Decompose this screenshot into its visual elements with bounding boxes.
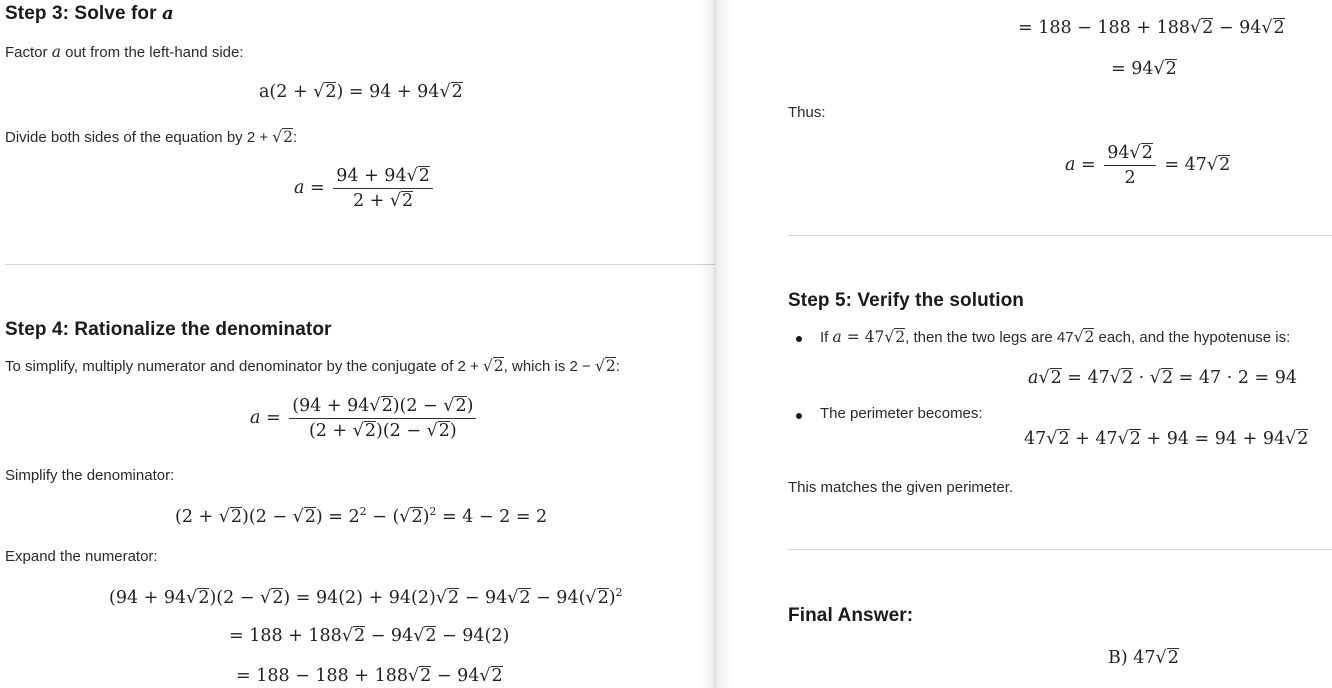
numerator-expansion-continued-1: = 188 − 188 + 188√2 − 94√2 bbox=[1018, 18, 1285, 38]
step3-heading: Step 3: Solve for a bbox=[5, 3, 174, 24]
expand-numerator-label: Expand the numerator: bbox=[5, 548, 158, 565]
solution-equation: a = $\frac{94√2}{2}$ = 47√2 bbox=[1065, 143, 1231, 188]
section-divider bbox=[788, 549, 1332, 550]
numerator-expansion-line-1: $(94 + 94√2)(2 - √2) = 94(2) + 94(2)√2 - 94√2 - 94(√2)^2$ bbox=[109, 586, 623, 608]
fraction: $\frac{94√2}{2}$ bbox=[1104, 143, 1156, 188]
step5-bullet-perimeter: The perimeter becomes: bbox=[820, 405, 983, 422]
right-page bbox=[715, 0, 1332, 688]
final-answer-heading: Final Answer: bbox=[788, 605, 914, 626]
step3-paragraph-factor: Factor a out from the left-hand side: bbox=[5, 43, 244, 61]
step5-bullet-legs: If a = 47√2, then the two legs are 47√2 each, and the hypotenuse is: bbox=[820, 328, 1291, 346]
perimeter-equation: 47√2 + 47√2 + 94 = 94 + 94√2 bbox=[1024, 429, 1309, 449]
bullet-point bbox=[796, 336, 802, 342]
numerator-expansion-line-3: = 188 − 188 + 188√2 − 94√2 bbox=[236, 666, 503, 686]
fraction: $\frac{(94 + 94√2)(2 - √2)}{(2 + √2)(2 - √2)}$ bbox=[289, 396, 476, 441]
step4-heading: Step 4: Rationalize the denominator bbox=[5, 319, 332, 340]
numerator-expansion-continued-2: = 94√2 bbox=[1111, 59, 1177, 79]
step3-equation-fraction: a = $\frac{94 + 94√2}{2 + √2}$ bbox=[294, 166, 436, 211]
simplify-denominator-label: Simplify the denominator: bbox=[5, 467, 175, 484]
step3-equation-factored: a(2 + √2) = 94 + 94√2 bbox=[259, 82, 463, 102]
bullet-point bbox=[796, 413, 802, 419]
step4-paragraph-conjugate: To simplify, multiply numerator and denominator by the conjugate of 2 + √2, which is 2 − √2: bbox=[5, 357, 620, 375]
step3-paragraph-divide: Divide both sides of the equation by 2 + √2: bbox=[5, 128, 298, 146]
hypotenuse-equation: a√2 = 47√2 · √2 = 47 · 2 = 94 bbox=[1028, 368, 1298, 388]
section-divider bbox=[788, 235, 1332, 236]
step4-equation-rationalize: a = $\frac{(94 + 94√2)(2 - √2)}{(2 + √2)(2 - √2)}$ bbox=[250, 396, 479, 441]
step5-heading: Step 5: Verify the solution bbox=[788, 290, 1025, 311]
denominator-equation: $(2 + √2)(2 - √2) = 2^2 - (√2)^2 = 4 - 2 = 2$ bbox=[175, 505, 548, 527]
numerator-expansion-line-2: = 188 + 188√2 − 94√2 − 94(2) bbox=[229, 626, 510, 646]
fraction: $\frac{94 + 94√2}{2 + √2}$ bbox=[333, 166, 433, 211]
thus-label: Thus: bbox=[788, 104, 826, 121]
final-answer-value: B) 47√2 bbox=[1108, 648, 1179, 668]
section-divider bbox=[5, 264, 715, 265]
verification-conclusion: This matches the given perimeter. bbox=[788, 479, 1014, 496]
